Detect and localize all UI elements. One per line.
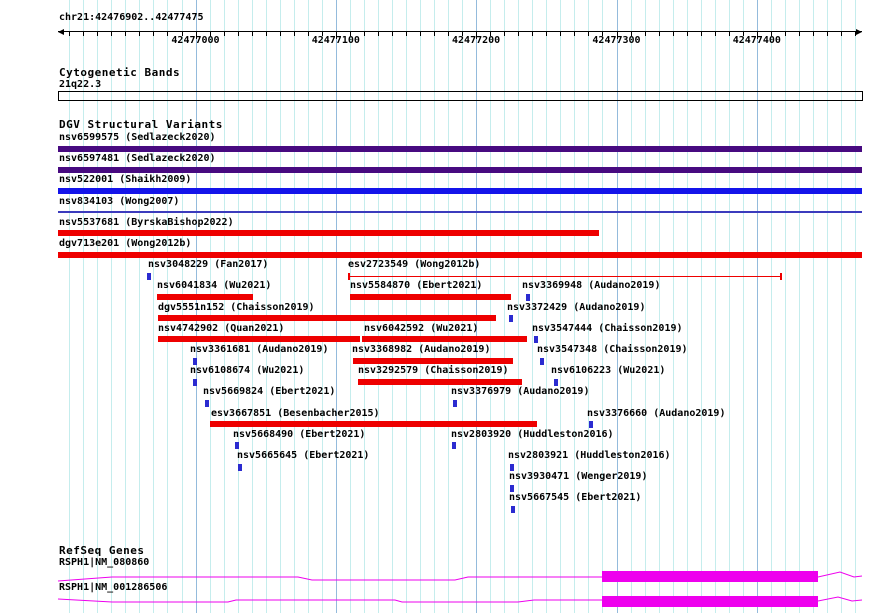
variant-point-marker[interactable] xyxy=(589,421,593,428)
ruler-tick xyxy=(97,32,98,36)
variant-point-marker[interactable] xyxy=(540,358,544,365)
variant-point-marker[interactable] xyxy=(193,379,197,386)
variant-bar[interactable] xyxy=(210,421,537,427)
ruler-tick xyxy=(434,32,435,36)
variant-label[interactable]: nsv3048229 (Fan2017) xyxy=(148,259,269,271)
variant-bar[interactable] xyxy=(58,252,862,258)
gene-exon-box[interactable] xyxy=(602,571,818,582)
variant-bar[interactable] xyxy=(158,336,360,342)
variant-point-marker[interactable] xyxy=(453,400,457,407)
variant-bar[interactable] xyxy=(350,294,511,300)
ruler-tick xyxy=(532,32,533,36)
ruler-tick xyxy=(252,32,253,36)
ruler-tick xyxy=(715,32,716,36)
variant-label[interactable]: nsv6042592 (Wu2021) xyxy=(364,322,479,334)
ruler-tick xyxy=(546,32,547,36)
variant-point-marker[interactable] xyxy=(509,315,513,322)
section-title-refseq: RefSeq Genes xyxy=(59,544,145,557)
ruler-tick xyxy=(125,32,126,36)
ruler-tick xyxy=(841,32,842,36)
variant-point-marker[interactable] xyxy=(235,442,239,449)
ruler-tick xyxy=(645,32,646,36)
ruler-tick xyxy=(308,32,309,36)
ruler-tick xyxy=(785,32,786,36)
variant-thin-bar[interactable] xyxy=(58,211,862,213)
variant-bar[interactable] xyxy=(58,230,599,236)
variant-point-marker[interactable] xyxy=(510,485,514,492)
variant-point-marker[interactable] xyxy=(526,294,530,301)
variant-range-line[interactable] xyxy=(348,276,782,277)
variant-point-marker[interactable] xyxy=(205,400,209,407)
variant-bar[interactable] xyxy=(353,358,513,364)
ruler-tick xyxy=(518,32,519,36)
variant-label[interactable]: nsv3547348 (Chaisson2019) xyxy=(537,344,688,355)
ruler-tick xyxy=(504,32,505,36)
ruler-tick xyxy=(574,32,575,36)
variant-label[interactable]: esv2723549 (Wong2012b) xyxy=(348,259,481,271)
ruler-tick xyxy=(139,32,140,36)
variant-label[interactable]: nsv5669824 (Ebert2021) xyxy=(203,386,336,398)
variant-point-marker[interactable] xyxy=(147,273,151,280)
variant-bar[interactable] xyxy=(58,188,862,194)
variant-label[interactable]: nsv3376979 (Audano2019) xyxy=(451,386,590,398)
ruler-axis-line xyxy=(58,31,862,32)
ruler-tick-label: 42477100 xyxy=(311,35,360,46)
variant-label[interactable]: nsv522001 (Shaikh2009) xyxy=(59,174,192,186)
ruler-tick xyxy=(364,32,365,36)
cytoband-bar[interactable] xyxy=(58,91,863,101)
ruler-tick xyxy=(378,32,379,36)
ruler-tick xyxy=(855,32,856,36)
variant-label[interactable]: nsv3930471 (Wenger2019) xyxy=(509,471,648,483)
variant-range-cap xyxy=(348,273,350,280)
variant-label[interactable]: nsv5668490 (Ebert2021) xyxy=(233,428,366,440)
ruler-tick xyxy=(687,32,688,36)
ruler-tick xyxy=(799,32,800,36)
variant-label[interactable]: dgv5551n152 (Chaisson2019) xyxy=(158,301,315,313)
section-title-cytobands: Cytogenetic Bands xyxy=(59,66,181,79)
ruler-tick-label: 42477300 xyxy=(592,35,641,46)
ruler-tick xyxy=(813,32,814,36)
section-title-dgv: DGV Structural Variants xyxy=(59,118,223,131)
ruler-tick xyxy=(294,32,295,36)
variant-point-marker[interactable] xyxy=(238,464,242,471)
variant-point-marker[interactable] xyxy=(511,506,515,513)
variant-label[interactable]: dgv713e201 (Wong2012b) xyxy=(59,238,192,249)
ruler-tick xyxy=(659,32,660,36)
cytoband-label[interactable]: 21q22.3 xyxy=(59,79,102,90)
variant-label[interactable]: nsv5667545 (Ebert2021) xyxy=(509,492,642,504)
variant-label[interactable]: nsv5537681 (ByrskaBishop2022) xyxy=(59,216,234,228)
ruler-tick xyxy=(224,32,225,36)
variant-label[interactable]: nsv6041834 (Wu2021) xyxy=(157,280,272,292)
gene-exon-box[interactable] xyxy=(602,596,818,607)
ruler-tick xyxy=(827,32,828,36)
ruler-tick xyxy=(83,32,84,36)
variant-bar[interactable] xyxy=(58,146,862,152)
ruler-tick xyxy=(560,32,561,36)
variant-bar[interactable] xyxy=(358,379,522,385)
ruler-tick xyxy=(392,32,393,36)
ruler-tick-label: 42477400 xyxy=(732,35,781,46)
variant-bar[interactable] xyxy=(58,167,862,173)
variant-point-marker[interactable] xyxy=(452,442,456,449)
variant-label[interactable]: nsv3547444 (Chaisson2019) xyxy=(532,322,683,334)
variant-point-marker[interactable] xyxy=(193,358,197,365)
gene-label[interactable]: RSPH1|NM_080860 xyxy=(59,557,150,568)
ruler-tick xyxy=(280,32,281,36)
variant-point-marker[interactable] xyxy=(534,336,538,343)
ruler-tick xyxy=(266,32,267,36)
variant-label[interactable]: nsv4742902 (Quan2021) xyxy=(158,322,285,334)
arrow-left-icon xyxy=(58,29,64,35)
variant-label[interactable]: nsv3292579 (Chaisson2019) xyxy=(358,365,509,377)
ruler-tick xyxy=(111,32,112,36)
variant-bar[interactable] xyxy=(157,294,253,300)
ruler-tick xyxy=(153,32,154,36)
ruler-tick xyxy=(167,32,168,36)
position-label: chr21:42476902..42477475 xyxy=(59,12,204,23)
ruler-tick xyxy=(406,32,407,36)
variant-label[interactable]: nsv6106223 (Wu2021) xyxy=(551,365,666,377)
ruler-tick xyxy=(588,32,589,36)
ruler-tick xyxy=(448,32,449,36)
variant-label[interactable]: nsv2803920 (Huddleston2016) xyxy=(451,428,614,440)
ruler-tick-label: 42477200 xyxy=(452,35,501,46)
ruler-tick xyxy=(69,32,70,36)
variant-label[interactable]: nsv5584870 (Ebert2021) xyxy=(350,280,483,292)
variant-label[interactable]: nsv5665645 (Ebert2021) xyxy=(237,450,370,461)
ruler-tick xyxy=(420,32,421,36)
gene-label[interactable]: RSPH1|NM_001286506 xyxy=(59,582,168,593)
variant-label[interactable]: nsv2803921 (Huddleston2016) xyxy=(508,450,671,461)
variant-label[interactable]: esv3667851 (Besenbacher2015) xyxy=(211,407,380,419)
ruler-tick-label: 42477000 xyxy=(171,35,220,46)
ruler-tick xyxy=(673,32,674,36)
arrow-right-icon xyxy=(856,29,862,35)
variant-label[interactable]: nsv3368982 (Audano2019) xyxy=(352,344,491,355)
ruler-tick xyxy=(729,32,730,36)
ruler-tick xyxy=(238,32,239,36)
variant-label[interactable]: nsv3361681 (Audano2019) xyxy=(190,344,329,355)
variant-label[interactable]: nsv3369948 (Audano2019) xyxy=(522,280,661,292)
variant-label[interactable]: nsv834103 (Wong2007) xyxy=(59,195,180,207)
ruler-tick xyxy=(701,32,702,36)
variant-bar[interactable] xyxy=(362,336,527,342)
variant-label[interactable]: nsv3376660 (Audano2019) xyxy=(587,407,726,419)
variant-label[interactable]: nsv3372429 (Audano2019) xyxy=(507,301,646,313)
variant-label[interactable]: nsv6597481 (Sedlazeck2020) xyxy=(59,153,216,165)
variant-bar[interactable] xyxy=(158,315,496,321)
variant-range-cap xyxy=(780,273,782,280)
variant-label[interactable]: nsv6108674 (Wu2021) xyxy=(190,365,305,377)
variant-label[interactable]: nsv6599575 (Sedlazeck2020) xyxy=(59,132,216,143)
variant-point-marker[interactable] xyxy=(554,379,558,386)
variant-point-marker[interactable] xyxy=(510,464,514,471)
